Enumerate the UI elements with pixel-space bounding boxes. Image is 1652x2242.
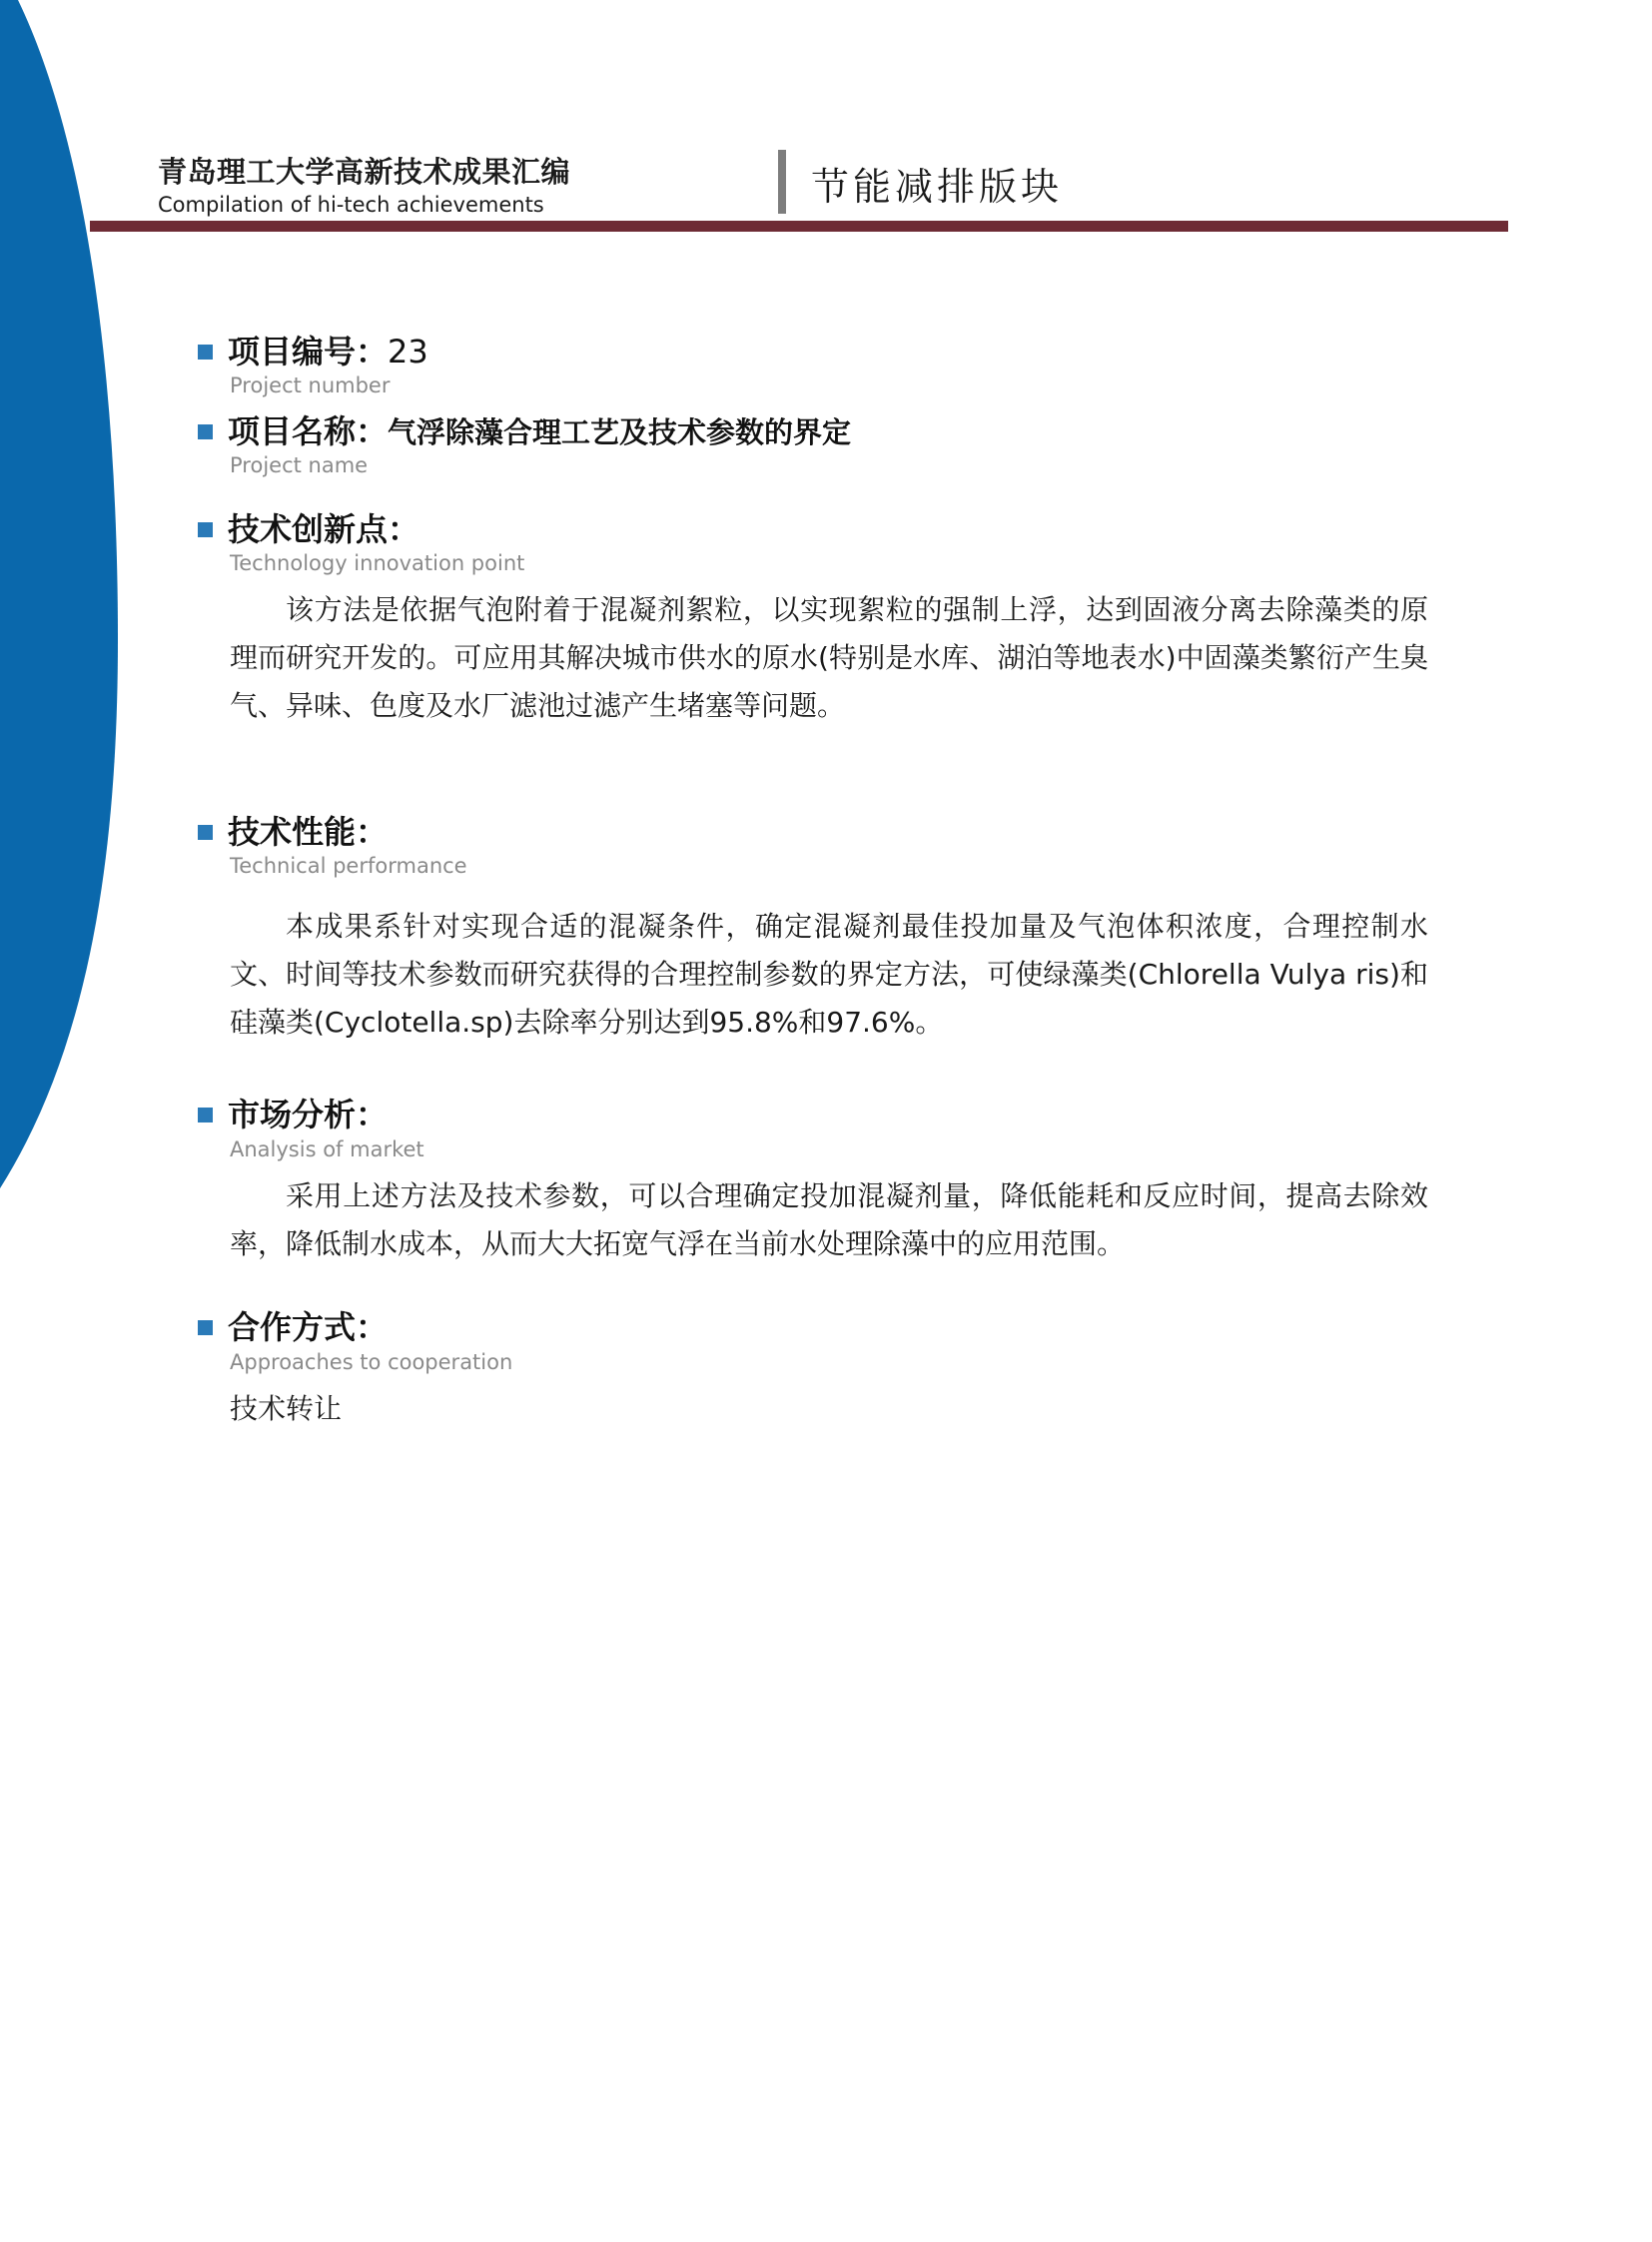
performance-label: 技术性能： (228, 813, 389, 851)
cooperation-text: 技术转让 (230, 1392, 343, 1425)
section-title: 节能减排版块 (811, 165, 1064, 209)
market-text: 采用上述方法及技术参数，可以合理确定投加混凝剂量，降低能耗和反应时间，提高去除效率，降低制水成本，从而大大拓宽气浮在当前水处理除藻中的应用范围。 (230, 1179, 1428, 1260)
market-heading (198, 1095, 388, 1134)
project-number-label-en: Project number (230, 374, 391, 397)
project-name-value: 气浮除藻合理工艺及技术参数的界定 (388, 415, 852, 449)
innovation-heading (198, 509, 419, 549)
innovation-text: 该方法是依据气泡附着于混凝剂絮粒，以实现絮粒的强制上浮，达到固液分离去除藻类的原理而研究开发的。可应用其解决城市供水的原水(特别是水库、湖泊等地表水)中固藻类繁衍产生臭气、异味、色度及水厂滤池过滤产生堵塞等问题。 (230, 593, 1428, 722)
market-label: 市场分析： (228, 1096, 389, 1133)
header-rule (90, 221, 1508, 232)
project-number-value: 23 (388, 333, 428, 371)
innovation-label: 技术创新点： (228, 510, 420, 548)
cooperation-label-en: Approaches to cooperation (230, 1350, 513, 1374)
sidebar-decoration (0, 0, 130, 1198)
project-number-label: 项目编号： (228, 333, 389, 371)
header-title-cn: 青岛理工大学高新技术成果汇编 (158, 155, 571, 189)
project-number-heading (198, 332, 428, 372)
performance-label-en: Technical performance (230, 854, 467, 878)
cooperation-label: 合作方式： (228, 1308, 389, 1346)
project-name-label: 项目名称： (228, 412, 389, 450)
header-title-en: Compilation of hi-tech achievements (158, 193, 544, 217)
performance-text: 本成果系针对实现合适的混凝条件，确定混凝剂最佳投加量及气泡体积浓度，合理控制水文、时间等技术参数而研究获得的合理控制参数的界定方法，可使绿藻类(Chlorella Vulya ris)和硅藻类(Cyclotella.sp)去除率分别达到95.8%和97.6%。 (230, 910, 1428, 1039)
performance-heading (198, 812, 388, 852)
project-name-heading (198, 411, 851, 452)
project-name-label-en: Project name (230, 453, 369, 477)
market-label-en: Analysis of market (230, 1137, 424, 1161)
cooperation-heading (198, 1307, 388, 1347)
header-divider (778, 150, 786, 214)
innovation-label-en: Technology innovation point (230, 551, 525, 575)
